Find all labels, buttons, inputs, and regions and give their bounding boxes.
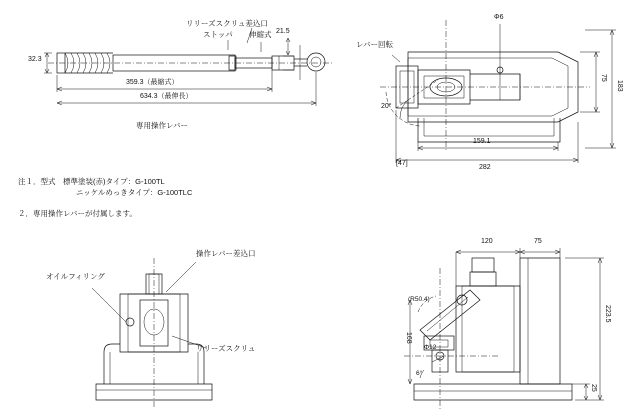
dim-angle-6: 6°: [416, 370, 423, 377]
dim-r50: (R50.4): [408, 296, 430, 303]
dim-25: 25: [590, 384, 597, 392]
label-stopper: ストッパ: [203, 30, 233, 39]
dim-168: 168: [405, 332, 412, 344]
dim-lever-height-21: 21.5: [276, 28, 290, 35]
note-line-3: ２．専用操作レバーが付属します。: [18, 209, 137, 218]
dim-angle-20: 20°: [381, 103, 392, 110]
dim-lever-height-32: 32.3: [28, 56, 42, 63]
dim-47: [47]: [396, 160, 408, 167]
label-lever-rotation: レバー回転: [356, 40, 393, 49]
dim-223: 223.5: [604, 305, 611, 323]
dim-75-side: 75: [534, 238, 542, 245]
dim-282: 282: [479, 164, 491, 171]
dim-dia-12: Φ12: [424, 344, 437, 351]
note-line-2: ニッケルめっきタイプ：G-100TLC: [76, 188, 193, 197]
label-release-screw-slot: リリーズスクリュ差込口: [186, 19, 268, 28]
dim-183: 183: [616, 80, 623, 92]
label-oil-filling: オイルフィリング: [46, 272, 105, 281]
note-line-1: 注１．型式 標準塗装(赤)タイプ：G-100TL: [18, 177, 165, 186]
dim-lever-length-max: 634.3（最伸長）: [140, 93, 193, 100]
dim-120: 120: [481, 238, 493, 245]
label-telescopic: 伸縮式: [249, 30, 272, 39]
label-dia-6: Φ6: [494, 14, 504, 21]
dim-lever-length-min: 359.3（最縮式）: [126, 79, 179, 86]
label-lever-socket: 操作レバー差込口: [196, 249, 256, 258]
caption-lever: 専用操作レバー: [136, 121, 188, 130]
label-release-screw: リリーズスクリュ: [196, 344, 256, 353]
dim-75-plan: 75: [600, 74, 607, 82]
dim-159: 159.1: [473, 138, 491, 145]
